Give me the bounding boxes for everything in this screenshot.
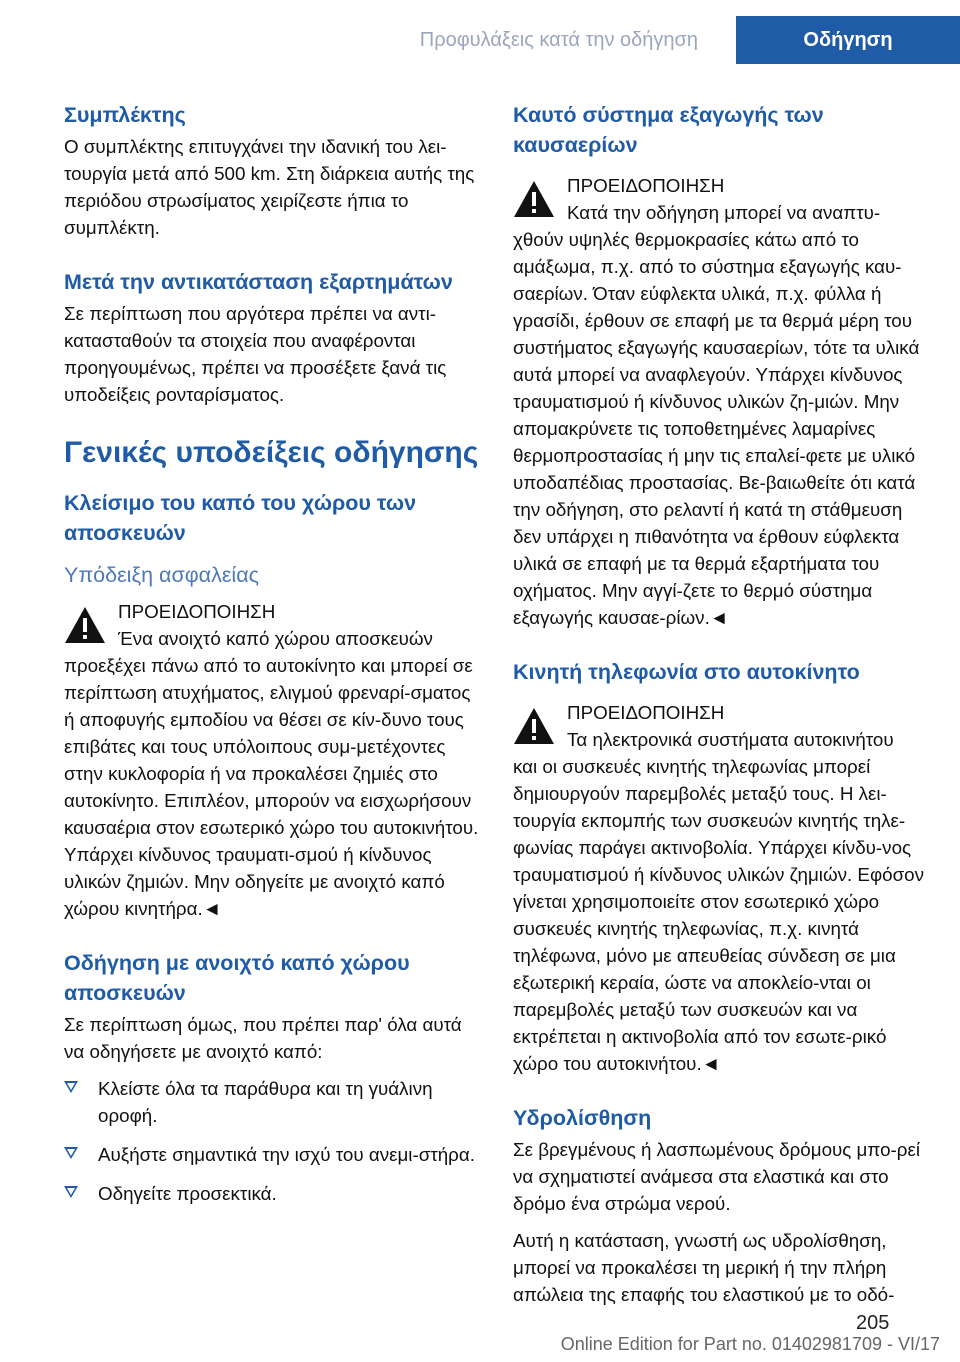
safety-note-heading: Υπόδειξη ασφαλείας bbox=[64, 563, 259, 587]
aquaplaning-paragraph-1: Σε βρεγμένους ή λασπωμένους δρόμους μπο-ρεί να σχηματιστεί ανάμεσα στα ελαστικά και στο δρόμο ένα στρώμα νερού. bbox=[513, 1139, 920, 1214]
warning-text: χθούν υψηλές θερμοκρασίες κάτω από το αμάξωμα, π.χ. από το σύστημα εξαγωγής καυ-σαερίων. Όταν εύφλεκτα υλικά, π.χ. φύλλα ή γρασίδι, έρθουν σε επαφή με τα θερμά μέρη του συστήματος εξαγωγής καυσαερίων, τότε τα υλικά αυτά μπορεί να αναφλεγούν. Υπάρχει κίνδυνος τραυματισμού ή κίνδυνος υλικών ζη-μιών. Μην απομακρύνετε τις τοποθετημένες λαμαρίνες θερμοπροστασίας ή μην τις επαλεί-φετε με υλικό υποδαπέδιας προστασίας. Βε-βαιωθείτε ότι κατά την οδήγηση, στο ρελαντί ή κατά τη στάθμευση δεν υπάρχει η πιθανότητα να έρθουν εύφλεκτα υλικά σε επαφή με τα θερμά εξαρτήματα του οχήματος. Μην αγγί-ζετε το θερμό σύστημα εξαγωγής καυσαε-ρίων.◄ bbox=[513, 229, 920, 628]
warning-lead: Ένα ανοιχτό καπό χώρου αποσκευών bbox=[118, 628, 433, 649]
mobile-phone-heading: Κινητή τηλεφωνία στο αυτοκίνητο bbox=[513, 660, 860, 684]
exhaust-heading: Καυτό σύστημα εξαγωγής των καυσαερίων bbox=[513, 103, 824, 157]
warning-text: και οι συσκευές κινητής τηλεφωνίας μπορεί δημιουργούν παρεμβολές μεταξύ τους. Η λει-τουργία εκπομπής των συσκευών κινητής τηλε-φωνίας παράγει ακτινοβολία. Υπάρχει κίνδυ-νος τραυματισμού ή κίνδυνος υλικών ζημιών. Εφόσον γίνεται χρησιμοποιείτε στον εσωτερικό χώρο συσκευές κινητής τηλεφωνίας, π.χ. κινητά τηλέφωνα, μόνο με απευθείας σύνδεση σε μια εξωτερική κεραία, ώστε να αποκλείο-νται οι παρεμβολές μεταξύ των συσκευών και να εκτρέπεται η ακτινοβολία από τον εσωτε-ρικό χώρο του αυτοκινήτου.◄ bbox=[513, 756, 925, 1074]
list-item: Αυξήστε σημαντικά την ισχύ του ανεμι-στήρα. bbox=[64, 1141, 484, 1168]
general-driving-heading: Γενικές υποδείξεις οδήγησης bbox=[64, 436, 479, 469]
open-trunk-heading: Οδήγηση με ανοιχτό καπό χώρου αποσκευών bbox=[64, 951, 410, 1005]
list-item: Κλείστε όλα τα παράθυρα και τη γυάλινη οροφή. bbox=[64, 1075, 484, 1129]
warning-triangle-icon bbox=[513, 707, 555, 745]
trunk-warning bbox=[64, 598, 484, 922]
phone-warning bbox=[513, 699, 925, 1077]
page-header bbox=[0, 0, 960, 64]
warning-triangle-icon bbox=[513, 180, 555, 218]
trunk-closing-heading: Κλείσιμο του καπό του χώρου των αποσκευών bbox=[64, 491, 417, 545]
warning-lead: Τα ηλεκτρονικά συστήματα αυτοκινήτου bbox=[567, 729, 894, 750]
aquaplaning-paragraph-2: Αυτή η κατάσταση, γνωστή ως υδρολίσθηση, μπορεί να προκαλέσει τη μερική ή την πλήρη απώλεια της επαφής του ελαστικού με το οδό- bbox=[513, 1230, 895, 1305]
aquaplaning-heading: Υδρολίσθηση bbox=[513, 1106, 652, 1130]
left-column bbox=[64, 100, 484, 1219]
right-column bbox=[513, 100, 925, 1334]
header-chapter-tab: Οδήγηση bbox=[736, 16, 960, 64]
page-number: 205 bbox=[856, 1312, 890, 1334]
clutch-paragraph: Ο συμπλέκτης επιτυγχάνει την ιδανική του λει-τουργία μετά από 500 km. Στη διάρκεια αυτής της περιόδου στρωσίματος χειρίζεστε ήπια το συμπλέκτη. bbox=[64, 136, 475, 238]
triangle-bullet-icon bbox=[64, 1186, 78, 1198]
warning-text: προεξέχει πάνω από το αυτοκίνητο και μπορεί σε περίπτωση ατυχήματος, ελιγμού φρεναρί-σματος ή αποφυγής εμποδίου να θέσει σε κίν-δυνο τους επιβάτες και τους υπόλοιπους συμ-μετέχοντες στην κυκλοφορία ή να προκαλέσει ζημιές στο αυτοκίνητο. Επιπλέον, μπορούν να εισχωρήσουν καυσαέρια στον εσωτερικό χώρο του αυτοκινήτου. Υπάρχει κίνδυνος τραυματι-σμού ή κίνδυνος υλικών ζημιών. Μην οδηγείτε με ανοιχτό καπό χώρου κινητήρα.◄ bbox=[64, 655, 479, 919]
clutch-heading: Συμπλέκτης bbox=[64, 103, 186, 127]
triangle-bullet-icon bbox=[64, 1081, 78, 1093]
parts-heading: Μετά την αντικατάσταση εξαρτημάτων bbox=[64, 270, 453, 294]
parts-paragraph: Σε περίπτωση που αργότερα πρέπει να αντι-κατασταθούν τα στοιχεία που αναφέρονται προηγουμένως, πρέπει να προσέξετε ξανά τις υποδείξεις ρονταρίσματος. bbox=[64, 303, 447, 405]
warning-triangle-icon bbox=[64, 606, 106, 644]
footer-edition: Online Edition for Part no. 01402981709 - VI/17 bbox=[560, 1334, 940, 1354]
warning-label: ΠΡΟΕΙΔΟΠΟΙΗΣΗ bbox=[118, 601, 276, 622]
open-trunk-paragraph: Σε περίπτωση όμως, που πρέπει παρ' όλα αυτά να οδηγήσετε με ανοιχτό καπό: bbox=[64, 1014, 462, 1062]
list-item: Οδηγείτε προσεκτικά. bbox=[64, 1180, 484, 1207]
triangle-bullet-icon bbox=[64, 1147, 78, 1159]
header-section-title: Προφυλάξεις κατά την οδήγηση bbox=[419, 29, 698, 51]
warning-label: ΠΡΟΕΙΔΟΠΟΙΗΣΗ bbox=[567, 702, 725, 723]
warning-lead: Κατά την οδήγηση μπορεί να αναπτυ- bbox=[567, 202, 881, 223]
exhaust-warning bbox=[513, 172, 925, 631]
open-trunk-list bbox=[64, 1075, 484, 1207]
warning-label: ΠΡΟΕΙΔΟΠΟΙΗΣΗ bbox=[567, 175, 725, 196]
